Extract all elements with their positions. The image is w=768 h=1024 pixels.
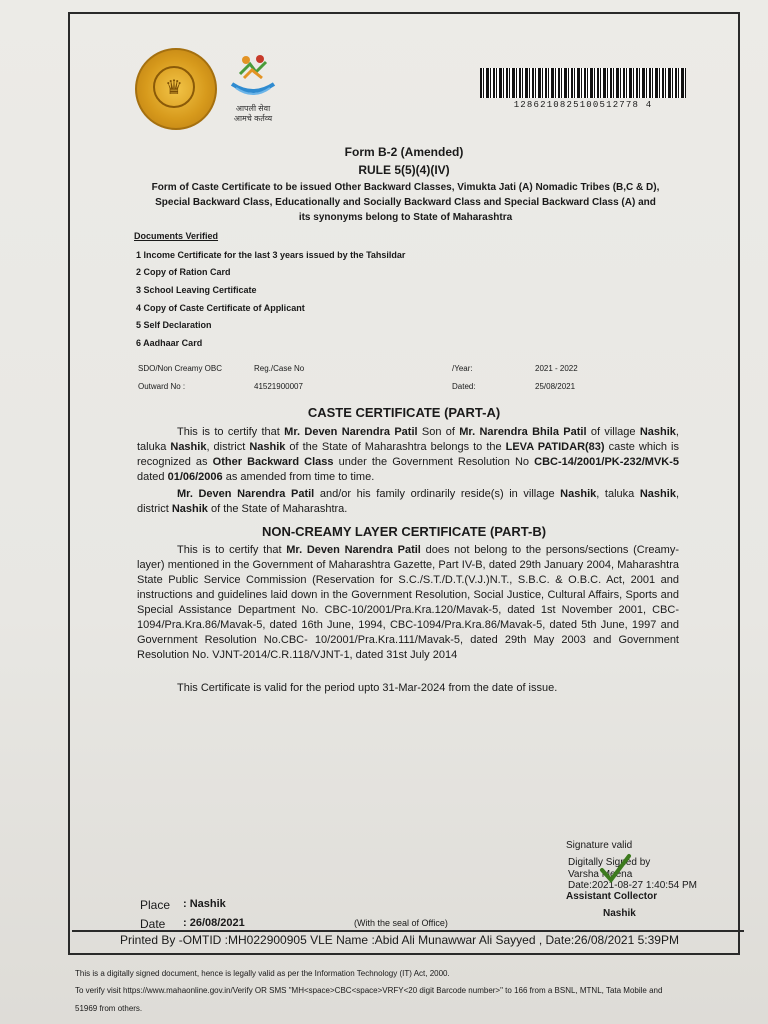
logo-tagline: [222, 104, 284, 124]
part-b-paragraph: This is to certify that Mr. Deven Narendra Patil does not belong to the persons/sections (Creamy-layer) mentioned in the Government of Maharashtra Gazette, Part IV-B, dated 29th January 2004, Maharashtra State Public Service Commission (Reservation for S.C./S.T./D.T.(V.J.)N.T., S.B.C. & O.B.C. Act, 2001 and instructions and guidelines laid down in the Government Resolution, Social Justice, Cultural Affairs, Sports and Special Assistance Department No. CBC-10/2001/Pra.Kra.120/Mavak-5, dated 1st November 2001, CBC-1094/Pra.Kra.86/Mavak-5, dated 16th June, 1994, CBC-1094/Pra.Kra.86/Mavak-5, dated 5th June, 1997 and Government Resolution No.CBC- 10/2001/Pra.Kra.111/Mavak-5, dated 29th May 2003 and Government Resolution No. VJNT-2014/C.R.118/VJNT-1, dated 31st July 2014: [137, 544, 679, 661]
year-label: /Year:: [452, 364, 473, 373]
signatory-designation: Assistant Collector: [566, 891, 658, 902]
document-item: 4 Copy of Caste Certificate of Applicant: [136, 303, 305, 313]
document-item: 6 Aadhaar Card: [136, 338, 203, 348]
signature-line-1: Digitally Signed by: [568, 857, 651, 868]
outward-label: Outward No :: [138, 382, 186, 391]
signature-check-icon: [598, 852, 632, 886]
place-value: : Nashik: [183, 898, 226, 910]
outward-value: 41521900007: [254, 382, 303, 391]
signature-valid: Signature valid: [566, 840, 633, 851]
maharashtra-seal-icon: [135, 48, 217, 130]
printed-by-line: Printed By -OMTID :MH022900905 VLE Name :Abid Ali Munawwar Ali Sayyed , Date:26/08/2021 5:39PM: [120, 933, 679, 947]
part-a-title: CASTE CERTIFICATE (PART-A): [307, 405, 501, 420]
documents-heading: Documents Verified: [134, 231, 219, 241]
rule-number: RULE 5(5)(4)(IV): [358, 163, 450, 177]
year-value: 2021 - 2022: [535, 364, 578, 373]
signature-line-2: Varsha Meena: [568, 869, 633, 880]
tagline-line-1: आपली सेवा: [235, 104, 271, 113]
validity-statement: This Certificate is valid for the period upto 31-Mar-2024 from the date of issue.: [177, 682, 558, 694]
part-b-title: NON-CREAMY LAYER CERTIFICATE (PART-B): [261, 524, 547, 539]
document-item: 3 School Leaving Certificate: [136, 285, 257, 295]
document-item: 2 Copy of Ration Card: [136, 267, 231, 277]
legal-note-3: 51969 from others.: [75, 1004, 143, 1013]
document-item: 5 Self Declaration: [136, 320, 212, 330]
part-a-paragraph-2: Mr. Deven Narendra Patil and/or his family ordinarily reside(s) in village Nashik, taluka Nashik, district Nashik of the State of Maharashtra.: [137, 488, 679, 515]
signature-date: Date:2021-08-27 1:40:54 PM: [568, 880, 697, 891]
legal-note-2: To verify visit https://www.mahaonline.gov.in/Verify OR SMS "MH<space>CBC<space>VRFY<20 digit Barcode number>" to 166 from a BSNL, MTNL, Tata Mobile and: [75, 986, 663, 995]
document-item: 1 Income Certificate for the last 3 years issued by the Tahsildar: [136, 250, 406, 260]
barcode: [480, 68, 686, 98]
date-label: Date: [140, 917, 166, 931]
barcode-number: 1286210825100512778 4: [513, 100, 653, 110]
form-subtitle: Form of Caste Certificate to be issued Other Backward Classes, Vimukta Jati (A) Nomadic Tribes (B,C & D), Special Backward Class, Educationally and Socially Backward Class and Special Backward Class (A) and its synonyms belong to State of Maharashtra: [151, 182, 660, 223]
tagline-line-2: आमचे कर्तव्य: [233, 114, 273, 123]
legal-note-1: This is a digitally signed document, hence is legally valid as per the Information Technology (IT) Act, 2000.: [75, 969, 450, 978]
seal-emblem-icon: ♛: [153, 66, 195, 108]
seal-note: (With the seal of Office): [354, 918, 448, 928]
dated-label: Dated:: [452, 382, 476, 391]
date-value: : 26/08/2021: [183, 917, 245, 929]
dated-value: 25/08/2021: [535, 382, 576, 391]
part-a-paragraph-1: This is to certify that Mr. Deven Narendra Patil Son of Mr. Narendra Bhila Patil of village Nashik, taluka Nashik, district Nashik of the State of Maharashtra belongs to the LEVA PATIDAR(83) caste which is recognized as Other Backward Class under the Government Resolution No CBC-14/2001/PK-232/MVK-5 dated 01/06/2006 as amended from time to time.: [137, 426, 680, 483]
reg-case-label: Reg./Case No: [254, 364, 305, 373]
aaple-sarkar-logo-icon: [222, 50, 284, 100]
place-label: Place: [140, 898, 171, 912]
sdo-label: SDO/Non Creamy OBC: [138, 364, 223, 373]
signatory-place: Nashik: [603, 908, 636, 919]
form-title: Form B-2 (Amended): [344, 145, 464, 159]
